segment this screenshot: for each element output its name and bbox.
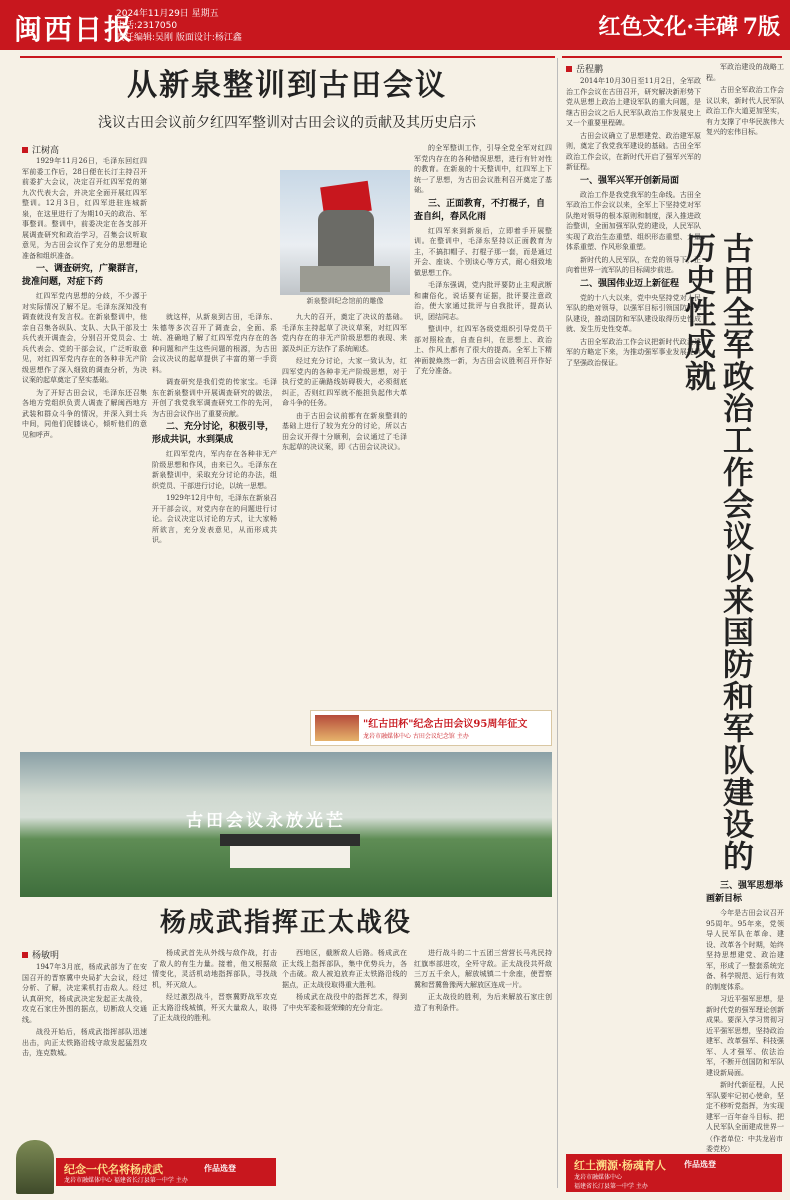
badge-tag: 作品选登: [684, 1159, 716, 1169]
article-column: [22, 962, 147, 1134]
column-badge: [56, 1158, 276, 1186]
page-number: 7版: [742, 14, 780, 40]
issue-editors: 责任编辑:吴刚 版面设计:杨江鑫: [116, 33, 242, 43]
building-shape: [230, 846, 350, 868]
divider: [20, 56, 555, 58]
article-title: 杨成武指挥正太战役: [159, 908, 412, 938]
article-column: [152, 948, 277, 1134]
paragraph: 调查研究是我们党的传家宝。毛泽东在新泉整训中开展调查研究的做法，开创了我党我军调查研究工作的先河，为古田会议作出了重要贡献。: [152, 378, 277, 418]
plinth-shape: [300, 266, 390, 292]
badge-subtitle: 龙岩市融媒体中心 福建省长汀县第一中学 主办: [64, 1177, 188, 1184]
badge-title: 纪念一代名将杨成武: [64, 1163, 163, 1176]
paragraph: 由于古田会议前都有在新泉整训的基础上进行了较为充分的讨论，所以古田会议开得十分顺利，会议通过了毛泽东起草的决议案，即《古田会议决议》。: [282, 411, 407, 451]
paragraph: 红四军来到新泉后，立即着手开展整训。在整训中，毛泽东坚持以正面教育为主，不搞扣帽子、打棍子那一套，而是通过开会、座谈、个别谈心等方式，耐心细致地做思想工作。: [414, 226, 552, 277]
article-column: [706, 62, 784, 222]
section-heading: 三、强军思想举画新目标: [706, 881, 784, 904]
article-column: [282, 948, 407, 1188]
paragraph: 杨成武在战役中的指挥艺术，得到了中央军委和聂荣臻的充分肯定。: [282, 993, 407, 1012]
paragraph: 政治工作是我党我军的生命线。古田全军政治工作会议以来，全军上下坚持党对军队绝对领导的根本原则和制度，深入推进政治整训，全面加强军队党的建设，人民军队实现了政治生态重塑、组织形态重塑、力量体系重塑、作风形象重塑。: [566, 190, 701, 251]
paragraph: 1929年12月中旬，毛泽东在新泉召开干部会议，对党内存在的问题进行讨论。会议决定以讨论的方式，让大家畅所欲言，充分发表意见，从而形成共识。: [152, 494, 277, 544]
vertical-headline: 古田全军政治工作会议以来国防和军队建设的历史性成就: [679, 232, 753, 872]
statue-photo: [280, 170, 410, 295]
badge-tag: 作品选登: [204, 1163, 236, 1173]
paragraph: 古田全军政治工作会议把新时代政治建军的方略定下来，为推动强军事业发展提供了坚强政治保证。: [566, 337, 701, 367]
byline: 江树高: [22, 143, 59, 156]
newspaper-logo: 闽西日报: [14, 13, 135, 46]
gutian-site-photo: [20, 752, 552, 897]
paragraph: 西地区，截断敌人后路。杨成武在正太线上指挥部队，集中优势兵力，各个击破。敌人被迫放弃正太铁路沿线的据点，正太战役取得重大胜利。: [282, 949, 407, 989]
statue-shape: [318, 210, 374, 270]
article-column: [152, 312, 277, 704]
byline: 岳程鹏: [566, 62, 603, 75]
badge-title: 红土溯源·杨魂育人: [574, 1159, 666, 1172]
section-heading: 二、充分讨论，积极引导，形成共识，水到渠成: [152, 422, 275, 445]
paragraph: 的全军整训工作，引导全党全军对红四军党内存在的各种错误思想，进行有针对性的教育。在新泉的十天整训中，红四军上下统一了思想，为古田会议胜利召开奠定了基础。: [414, 144, 552, 194]
byline: 杨敏明: [22, 948, 59, 961]
article-column: [706, 880, 784, 1130]
paragraph: 红四军党内思想的分歧，不少源于对实际情况了解不足。毛泽东深知没有调查就没有发言权。在新泉整训中，他亲自召集各纵队、支队、大队干部及士兵代表开调查会，分别召开党员会、士兵代表会、党的干部会议，广泛听取意见，对红四军党内存在的各种非无产阶级思想作了深入细致的调查分析，为决议案的起草奠定了坚实基础。: [22, 292, 147, 384]
paragraph: 党的十八大以来，党中央坚持党对人民军队的绝对领导，以强军目标引领国防和军队建设，推动国防和军队建设取得历史性成就、发生历史性变革。: [566, 293, 701, 333]
paragraph: 红四军党内，军内存在各种非无产阶级思想和作风，由来已久。毛泽东在新泉整训中，采取充分讨论的办法，组织党员、干部进行讨论，以统一思想。: [152, 450, 277, 490]
paragraph: 战役开始后，杨成武指挥部队迅速出击，向正太铁路沿线守敌发起猛烈攻击，连克数城。: [22, 1028, 147, 1057]
paragraph: 新时代的人民军队，在党的领导下，正向着世界一流军队的目标阔步前进。: [566, 255, 701, 274]
paragraph: 习近平强军思想，是新时代党的强军理论创新成果。要深入学习贯彻习近平强军思想，坚持政治建军、改革强军、科技强军、人才强军、依法治军，不断开创国防和军队建设新局面。: [706, 995, 784, 1077]
essay-contest-banner: [310, 710, 552, 746]
photo-caption: 新泉整训纪念馆前的雕像: [306, 297, 384, 305]
author-note: （作者单位：中共龙岩市委党校）: [706, 1135, 783, 1153]
paragraph: 古田全军政治工作会议以来，新时代人民军队政治工作大道更加坚实，有力支撑了中华民族伟大复兴的宏伟目标。: [706, 86, 784, 136]
article-subtitle: 浅议古田会议前夕红四军整训对古田会议的贡献及其历史启示: [98, 115, 476, 131]
paragraph: 古田会议确立了思想建党、政治建军原则，奠定了我党我军建设的基础。古田全军政治工作会议，在新时代开启了强军兴军的新征程。: [566, 131, 701, 171]
article-column: [22, 156, 147, 746]
paragraph: 毛泽东强调，党内批评要防止主观武断和庸俗化，说话要有证据，批评要注意政治，使大家通过批评与自我批评，提高认识，团结同志。: [414, 281, 552, 321]
paragraph: 杨成武首先从外线与敌作战，打击了敌人的有生力量。接着，他又根据敌情变化，灵活机动地指挥部队，寻找战机，歼灭敌人。: [152, 949, 277, 989]
paragraph: 经过激烈战斗，晋察冀野战军攻克正太路沿线城镇，歼灭大量敌人，取得了正太战役的胜利。: [152, 993, 277, 1022]
general-portrait: [16, 1140, 54, 1194]
roof-shape: [220, 834, 360, 846]
paragraph: 新时代新征程，人民军队要牢记初心使命，坚定不移听党指挥，为实现建军一百年奋斗目标、把人民军队全面建成世界一: [706, 1081, 784, 1130]
article-title: 从新泉整训到古田会议: [127, 68, 447, 103]
section-title: 红色文化·丰碑: [598, 14, 738, 40]
issue-phone: 电话:2317050: [116, 21, 178, 31]
divider: [562, 56, 782, 58]
paragraph: 九大的召开，奠定了决议的基础。毛泽东主持起草了决议草案，对红四军党内存在的非无产阶级思想的表现、来源及纠正方法作了系统阐述。: [282, 313, 407, 353]
paragraph: 2014年10月30日至11月2日，全军政治工作会议在古田召开，研究解决新形势下党从思想上政治上建设军队的重大问题，是继古田会议之后人民军队政治工作发展史上又一个重要里程碑。: [566, 77, 701, 127]
photo-sign-text: 古田会议永放光芒: [186, 811, 346, 831]
article-column: [414, 948, 552, 1188]
banner-title: "红古田杯"纪念古田会议95周年征文: [363, 719, 528, 730]
paragraph: 进行战斗的二十五团三营营长马兆民持红旗率部进攻，全歼守敌。正太战役共歼敌三万五千余人，解放城镇二十余座，使晋察冀和晋冀鲁豫两大解放区连成一片。: [414, 949, 552, 989]
article-column: [282, 312, 407, 704]
paragraph: 1929年11月26日，毛泽东回红四军前委工作后，28日便在长汀主持召开前委扩大会议，决定召开红四军党的第九次代表大会，并决定全面开展红四军整训。12月3日，红四军进驻连城新泉，在这里进行了为期10天的政治、军事整训。整训中，前委决定在各支部开展调查研究和政治学习，召集会议听取意见，为古田会议作了充分的思想理论准备和组织准备。: [22, 157, 147, 260]
masthead: [0, 0, 790, 50]
issue-info: [116, 8, 242, 44]
paragraph: 1947年3月底，杨成武部为了在安国召开的晋察冀中央局扩大会议，经过分析、了解，决定乘机打击敌人。经过认真研究，杨成武决定发起正太战役，攻克石家庄外围的据点，切断敌人交通线。: [22, 963, 147, 1024]
paragraph: 为了开好古田会议，毛泽东还召集各地方党组织负责人调查了解闽西地方武装和群众斗争的情况，并深入到士兵中间，同他们促膝谈心，倾听他们的意见和呼声。: [22, 388, 147, 439]
column-divider: [557, 58, 558, 1188]
section-heading: 一、强军兴军开创新局面: [580, 175, 680, 186]
badge-subtitle: 福建省长汀县第一中学 主办: [574, 1183, 648, 1190]
banner-image: [315, 715, 359, 741]
paragraph: 经过充分讨论，大家一致认为，红四军党内的各种非无产阶级思想，对于执行党的正确路线妨碍极大，必须彻底纠正，否则红四军就不能担负起伟大革命斗争的任务。: [282, 357, 407, 407]
issue-date: 2024年11月29日 星期五: [116, 9, 219, 19]
paragraph: 今年是古田会议召开95周年。95年来，党领导人民军队在革命、建设、改革各个时期，始终坚持思想建党、政治建军，形成了一整套系统完备、科学规范、运行有效的制度体系。: [706, 909, 784, 991]
paragraph: 就这样，从新泉到古田，毛泽东、朱德等多次召开了调查会，全面、系统、准确地了解了红四军党内存在的各种问题和产生这些问题的根源，为古田会议决议的起草提供了丰富的第一手资料。: [152, 313, 277, 374]
banner-subtitle: 龙岩市融媒体中心 古田会议纪念馆 主办: [363, 733, 469, 740]
badge-subtitle: 龙岩市融媒体中心: [574, 1174, 623, 1181]
paragraph: 军政治建设的战略工程。: [706, 63, 784, 82]
section-heading: 一、调查研究，广聚群言，拢准问题，对症下药: [22, 264, 145, 287]
section-heading: 二、强国伟业迈上新征程: [580, 278, 680, 289]
paragraph: 整训中，红四军各级党组织引导党员干部对照检查，自查自纠，在思想上、政治上、作风上都有了很大的提高。全军上下精神面貌焕然一新，为古田会议胜利召开作好了充分准备。: [414, 325, 552, 375]
column-badge: [566, 1154, 782, 1192]
paragraph: 正太战役的胜利，为后来解放石家庄创造了有利条件。: [414, 993, 552, 1012]
section-heading: 三、正面教育，不打棍子，自查自纠，春风化雨: [414, 198, 546, 222]
article-column: [414, 143, 552, 703]
